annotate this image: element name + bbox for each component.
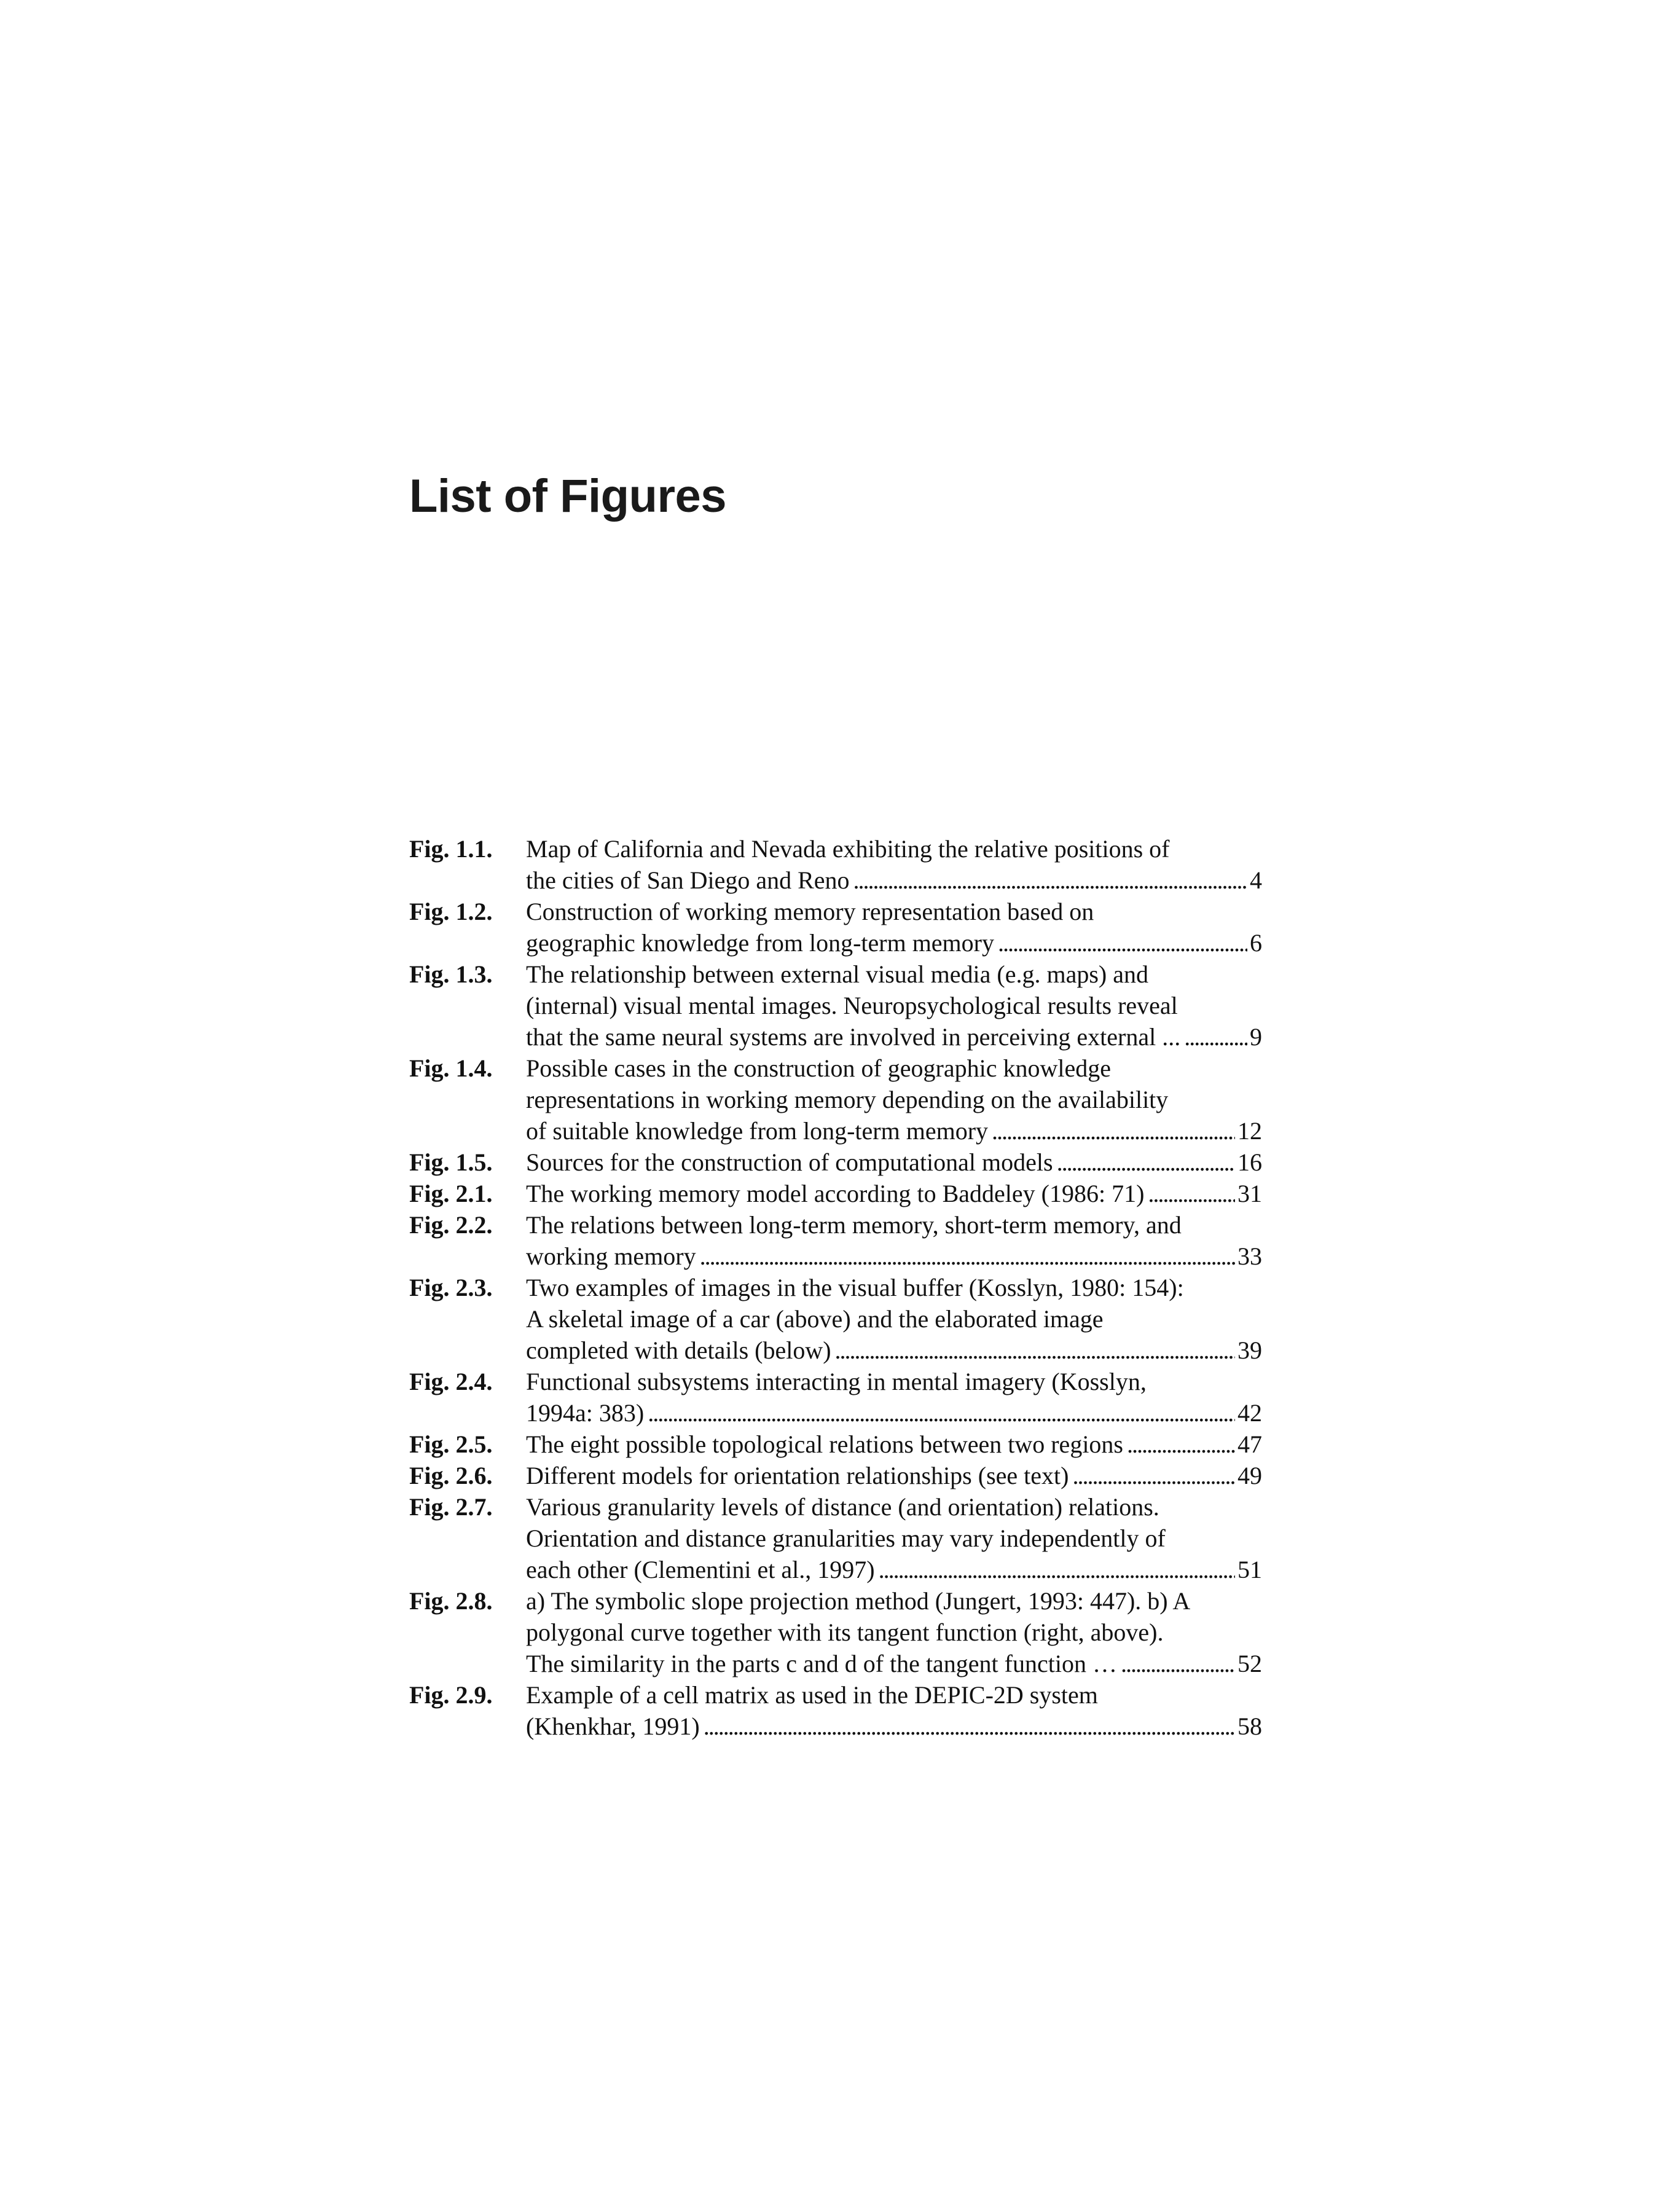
figure-caption-last-line bbox=[526, 1147, 1262, 1178]
dot-leader bbox=[992, 1115, 1235, 1147]
figure-label: Fig. 2.5. bbox=[409, 1430, 493, 1458]
figure-caption-last-line bbox=[526, 1429, 1262, 1460]
figure-caption-last-line bbox=[526, 1460, 1262, 1491]
figure-entry[interactable] bbox=[409, 1272, 1262, 1366]
figure-entry[interactable] bbox=[409, 959, 1262, 1053]
figure-caption-text: each other (Clementini et al., 1997) bbox=[526, 1556, 875, 1583]
page-number: 4 bbox=[1250, 866, 1262, 894]
figure-caption-line: a) The symbolic slope projection method (Jungert, 1993: 447). b) A bbox=[526, 1587, 1191, 1615]
figure-caption-last-line bbox=[526, 865, 1262, 896]
page-number: 39 bbox=[1237, 1336, 1262, 1364]
dot-leader bbox=[879, 1554, 1235, 1585]
dot-leader bbox=[700, 1241, 1235, 1272]
figure-entry[interactable] bbox=[409, 1147, 1262, 1178]
figure-caption-last-line bbox=[526, 1115, 1262, 1147]
figure-label: Fig. 1.4. bbox=[409, 1054, 493, 1082]
figure-label: Fig. 2.2. bbox=[409, 1211, 493, 1239]
figure-label: Fig. 2.3. bbox=[409, 1274, 493, 1301]
dot-leader bbox=[704, 1711, 1235, 1742]
page-number: 42 bbox=[1237, 1399, 1262, 1427]
figure-caption-line: Construction of working memory representation based on bbox=[526, 898, 1094, 925]
figure-caption-line: Possible cases in the construction of geographic knowledge bbox=[526, 1054, 1111, 1082]
figure-label: Fig. 2.4. bbox=[409, 1368, 493, 1395]
dot-leader bbox=[648, 1397, 1235, 1429]
figure-caption-text: of suitable knowledge from long-term memory bbox=[526, 1117, 989, 1145]
figure-caption-line: Map of California and Nevada exhibiting the relative positions of bbox=[526, 835, 1170, 863]
figure-caption-text: The similarity in the parts c and d of the tangent function … bbox=[526, 1650, 1117, 1677]
figure-caption-line: Orientation and distance granularities may vary independently of bbox=[526, 1524, 1166, 1552]
figure-entry[interactable] bbox=[409, 896, 1262, 959]
figure-caption-last-line bbox=[526, 1397, 1262, 1429]
dot-leader bbox=[1148, 1178, 1235, 1209]
figure-caption-text: completed with details (below) bbox=[526, 1336, 831, 1364]
figure-caption-last-line bbox=[526, 1648, 1262, 1679]
figure-label: Fig. 2.9. bbox=[409, 1681, 493, 1709]
figure-label: Fig. 2.8. bbox=[409, 1587, 493, 1615]
figure-label: Fig. 2.6. bbox=[409, 1462, 493, 1489]
figure-caption-text: The eight possible topological relations between two regions bbox=[526, 1430, 1123, 1458]
figure-caption-text: geographic knowledge from long-term memory bbox=[526, 929, 994, 957]
figure-label: Fig. 1.5. bbox=[409, 1148, 493, 1176]
figure-caption-line: Various granularity levels of distance (and orientation) relations. bbox=[526, 1493, 1159, 1521]
figure-caption-text: Different models for orientation relationships (see text) bbox=[526, 1462, 1069, 1489]
page-number: 12 bbox=[1237, 1117, 1262, 1145]
dot-leader bbox=[1072, 1460, 1235, 1491]
figure-caption-text: 1994a: 383) bbox=[526, 1399, 645, 1427]
figure-caption-last-line bbox=[526, 1178, 1262, 1209]
figure-label: Fig. 2.7. bbox=[409, 1493, 493, 1521]
figure-entry[interactable] bbox=[409, 1178, 1262, 1209]
dot-leader bbox=[1121, 1648, 1235, 1679]
figure-entry[interactable] bbox=[409, 1585, 1262, 1679]
figure-caption-text: The working memory model according to Baddeley (1986: 71) bbox=[526, 1180, 1145, 1207]
figure-caption-line: Example of a cell matrix as used in the DEPIC-2D system bbox=[526, 1681, 1098, 1709]
figure-caption-last-line bbox=[526, 927, 1262, 959]
figure-label: Fig. 2.1. bbox=[409, 1180, 493, 1207]
figure-caption-text: working memory bbox=[526, 1242, 696, 1270]
figure-caption-line: Two examples of images in the visual buffer (Kosslyn, 1980: 154): bbox=[526, 1274, 1184, 1301]
figure-caption-text: (Khenkhar, 1991) bbox=[526, 1712, 700, 1740]
page-number: 58 bbox=[1237, 1712, 1262, 1740]
figure-caption-last-line bbox=[526, 1711, 1262, 1742]
figure-caption-line: polygonal curve together with its tangent function (right, above). bbox=[526, 1618, 1164, 1646]
figure-label: Fig. 1.1. bbox=[409, 835, 493, 863]
figure-label: Fig. 1.2. bbox=[409, 898, 493, 925]
figure-caption-last-line bbox=[526, 1554, 1262, 1585]
page-number: 47 bbox=[1237, 1430, 1262, 1458]
figure-caption-last-line bbox=[526, 1021, 1262, 1053]
figure-entry[interactable] bbox=[409, 833, 1262, 896]
page-number: 33 bbox=[1237, 1242, 1262, 1270]
page-number: 6 bbox=[1250, 929, 1262, 957]
page-number: 9 bbox=[1250, 1023, 1262, 1051]
figure-list bbox=[409, 833, 1262, 1742]
figure-caption-line: The relationship between external visual media (e.g. maps) and bbox=[526, 960, 1148, 988]
dot-leader bbox=[1184, 1021, 1247, 1053]
page-title: List of Figures bbox=[409, 470, 727, 522]
figure-caption-line: A skeletal image of a car (above) and the elaborated image bbox=[526, 1305, 1104, 1333]
page-number: 31 bbox=[1237, 1180, 1262, 1207]
dot-leader bbox=[853, 865, 1247, 896]
figure-entry[interactable] bbox=[409, 1366, 1262, 1429]
figure-caption-last-line bbox=[526, 1241, 1262, 1272]
figure-entry[interactable] bbox=[409, 1679, 1262, 1742]
dot-leader bbox=[1127, 1429, 1235, 1460]
figure-entry[interactable] bbox=[409, 1053, 1262, 1147]
figure-caption-line: Functional subsystems interacting in mental imagery (Kosslyn, bbox=[526, 1368, 1147, 1395]
figure-caption-line: The relations between long-term memory, short-term memory, and bbox=[526, 1211, 1182, 1239]
figure-label: Fig. 1.3. bbox=[409, 960, 493, 988]
figure-caption-text: the cities of San Diego and Reno bbox=[526, 866, 850, 894]
figure-entry[interactable] bbox=[409, 1429, 1262, 1460]
figure-caption-last-line bbox=[526, 1335, 1262, 1366]
figure-entry[interactable] bbox=[409, 1209, 1262, 1272]
figure-caption-text: Sources for the construction of computational models bbox=[526, 1148, 1053, 1176]
figure-entry[interactable] bbox=[409, 1491, 1262, 1585]
figure-caption-line: representations in working memory depending on the availability bbox=[526, 1086, 1169, 1113]
page-number: 51 bbox=[1237, 1556, 1262, 1583]
dot-leader bbox=[998, 927, 1247, 959]
dot-leader bbox=[1057, 1147, 1235, 1178]
figure-caption-line: (internal) visual mental images. Neuropsychological results reveal bbox=[526, 992, 1178, 1019]
page-number: 52 bbox=[1237, 1650, 1262, 1677]
page-number: 49 bbox=[1237, 1462, 1262, 1489]
figure-caption-text: that the same neural systems are involved in perceiving external ... bbox=[526, 1023, 1181, 1051]
dot-leader bbox=[835, 1335, 1235, 1366]
page-number: 16 bbox=[1237, 1148, 1262, 1176]
figure-entry[interactable] bbox=[409, 1460, 1262, 1491]
